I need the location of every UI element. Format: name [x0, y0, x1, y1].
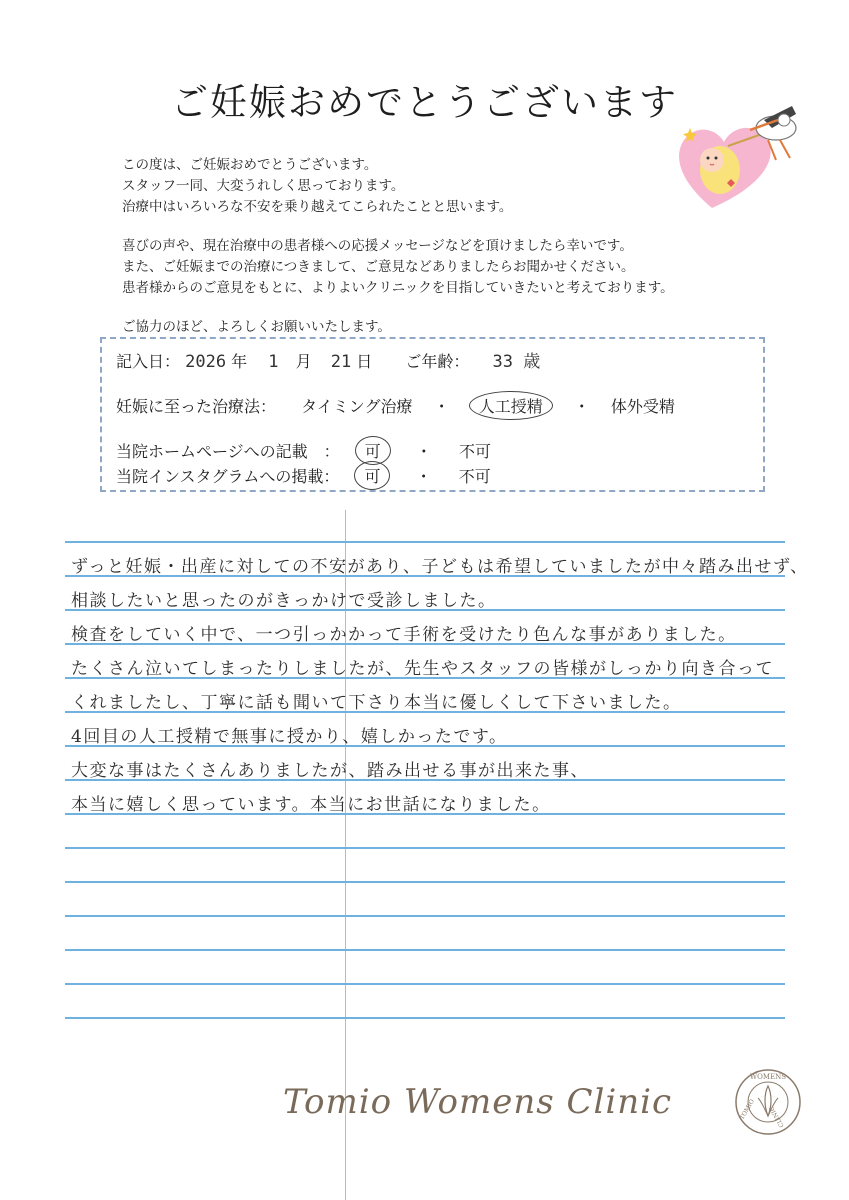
month-label: 月: [295, 352, 312, 371]
homepage-yes-circled[interactable]: 可: [355, 436, 391, 465]
age-value[interactable]: 33 歳: [492, 352, 541, 372]
ruled-line: [65, 1017, 785, 1019]
clinic-seal-icon: [734, 1068, 802, 1136]
homepage-label: 当院ホームページへの記載 ：: [116, 442, 340, 461]
treatment-option-ivf[interactable]: 体外受精: [610, 397, 675, 416]
intro-line: この度は、ご妊娠おめでとうございます。: [122, 157, 378, 173]
separator: ・: [433, 397, 450, 416]
date-label: 記入日：: [116, 352, 181, 371]
intro-line: 患者様からのご意見をもとに、よりよいクリニックを目指していきたいと考えております。: [122, 280, 674, 296]
treatment-option-timing[interactable]: タイミング治療: [301, 397, 413, 416]
info-box: [100, 337, 765, 492]
homepage-no[interactable]: 不可: [459, 442, 492, 461]
message-line: ずっと妊娠・出産に対しての不安があり、子どもは希望していましたが中々踏み出せず、: [71, 557, 809, 577]
intro-line: スタッフ一同、大変うれしく思っております。: [122, 178, 405, 194]
ruled-line: [65, 541, 785, 543]
message-line: たくさん泣いてしまったりしましたが、先生やスタッフの皆様がしっかり向き合って: [71, 659, 774, 679]
date-year[interactable]: 2026: [185, 352, 227, 372]
instagram-label: 当院インスタグラムへの掲載：: [116, 467, 340, 486]
intro-text: [122, 155, 782, 338]
intro-line: 喜びの声や、現在治療中の患者様への応援メッセージなどを頂けましたら幸いです。: [122, 238, 633, 254]
seal-text-top: WOMENS: [749, 1073, 787, 1081]
intro-closing: ご協力のほど、よろしくお願いいたします。: [122, 319, 391, 335]
intro-line: また、ご妊娠までの治療につきまして、ご意見などありましたらお聞かせください。: [122, 259, 635, 275]
date-day[interactable]: 21: [330, 352, 352, 372]
separator: ・: [415, 442, 432, 461]
ruled-line: [65, 881, 785, 883]
message-line: 本当に嬉しく思っています。本当にお世話になりました。: [71, 795, 551, 815]
message-line: 検査をしていく中で、一つ引っかかって手術を受けたり色んな事がありました。: [71, 625, 737, 645]
message-line: くれましたし、丁寧に話も聞いて下さり本当に優しくして下さいました。: [71, 693, 682, 713]
separator: ・: [415, 467, 432, 486]
ruled-line: [65, 847, 785, 849]
message-line: 相談したいと思ったのがきっかけで受診しました。: [71, 591, 497, 611]
instagram-yes-circled[interactable]: 可: [354, 461, 390, 490]
ruled-line: [65, 915, 785, 917]
ruled-line: [65, 983, 785, 985]
page-title: ご妊娠おめでとうございます: [171, 81, 678, 124]
year-label: 年: [231, 352, 248, 371]
ruled-line: [65, 949, 785, 951]
treatment-label: 妊娠に至った治療法：: [116, 397, 277, 416]
date-age-row: [116, 347, 540, 372]
seal-text-left: TOMIO: [738, 1098, 756, 1121]
day-label: 日: [356, 352, 373, 371]
date-month[interactable]: 1: [268, 352, 279, 372]
seal-text-right: CLINIC: [768, 1104, 786, 1129]
separator: ・: [573, 397, 590, 416]
instagram-no[interactable]: 不可: [458, 467, 491, 486]
clinic-name-logo: Tomio Womens Clinic: [283, 1082, 673, 1122]
message-line: 大変な事はたくさんありましたが、踏み出せる事が出来た事、: [71, 761, 589, 781]
treatment-option-iui-circled[interactable]: 人工授精: [469, 391, 553, 420]
age-label: ご年齢：: [405, 352, 470, 371]
message-line: 4回目の人工授精で無事に授かり、嬉しかったです。: [71, 727, 508, 747]
intro-line: 治療中はいろいろな不安を乗り越えてこられたことと思います。: [122, 199, 513, 215]
instagram-row: [116, 461, 491, 490]
treatment-row: [116, 391, 675, 420]
